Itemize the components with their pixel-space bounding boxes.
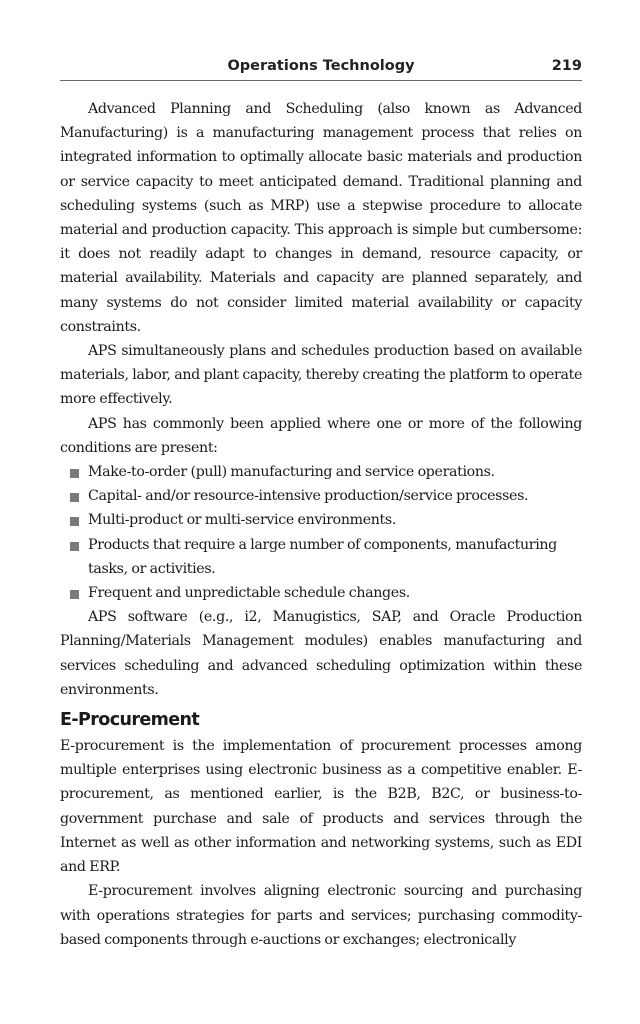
chapter-title: Operations Technology — [227, 58, 415, 74]
list-item-text: Products that require a large number of components, manufacturing tasks, or activities. — [88, 536, 557, 577]
running-header — [60, 52, 582, 81]
paragraph-eprocurement-definition: E-procurement is the implementation of procurement processes among multiple enterprises using electronic business as a competitive enabler. E-procurement, as mentioned earlier, is the B2B, B2C, or business-to-government purchase and sale of products and services through the Internet as well as other information and networking systems, such as EDI and ERP. — [60, 738, 582, 876]
paragraph-aps-definition: Advanced Planning and Scheduling (also known as Advanced Manufacturing) is a manufacturing management process that relies on integrated information to optimally allocate basic materials and production or service capacity to meet anticipated demand. Traditional planning and scheduling systems (such as MRP) use a stepwise procedure to allocate material and production capacity. This approach is simple but cumbersome: it does not readily adapt to changes in demand, resource capacity, or material availability. Materials and capacity are planned separately, and many systems do not consider limited material availability or capacity constraints. — [60, 101, 582, 335]
paragraph-aps-conditions: APS has commonly been applied where one or more of the following conditions are present: — [60, 415, 582, 456]
paragraph-aps-software: APS software (e.g., i2, Manugistics, SAP, and Oracle Production Planning/Materials Management modules) enables manufacturing and services scheduling and advanced scheduling optimization within these environments. — [60, 609, 582, 698]
square-bullet-icon — [70, 469, 79, 478]
conditions-list — [60, 460, 582, 605]
list-item — [60, 533, 582, 581]
list-item — [60, 508, 582, 532]
square-bullet-icon — [70, 542, 79, 551]
list-item — [60, 484, 582, 508]
list-item-text: Make-to-order (pull) manufacturing and service operations. — [88, 464, 495, 481]
page-number: 219 — [551, 58, 582, 74]
paragraph-aps-simultaneous: APS simultaneously plans and schedules production based on available materials, labor, and plant capacity, thereby creating the platform to operate more effectively. — [60, 343, 582, 408]
paragraph-eprocurement-alignment: E-procurement involves aligning electronic sourcing and purchasing with operations strategies for parts and services; purchasing commodity-based components through e-auctions or exchanges; electronically — [60, 883, 582, 948]
body-text — [60, 97, 582, 952]
square-bullet-icon — [70, 590, 79, 599]
section-heading: E-Procurement — [60, 710, 200, 731]
square-bullet-icon — [70, 517, 79, 526]
list-item-text: Frequent and unpredictable schedule changes. — [88, 585, 410, 602]
square-bullet-icon — [70, 493, 79, 502]
list-item-text: Capital- and/or resource-intensive production/service processes. — [88, 488, 529, 505]
list-item — [60, 581, 582, 605]
list-item — [60, 460, 582, 484]
book-page — [60, 52, 582, 952]
list-item-text: Multi-product or multi-service environments. — [88, 512, 396, 529]
